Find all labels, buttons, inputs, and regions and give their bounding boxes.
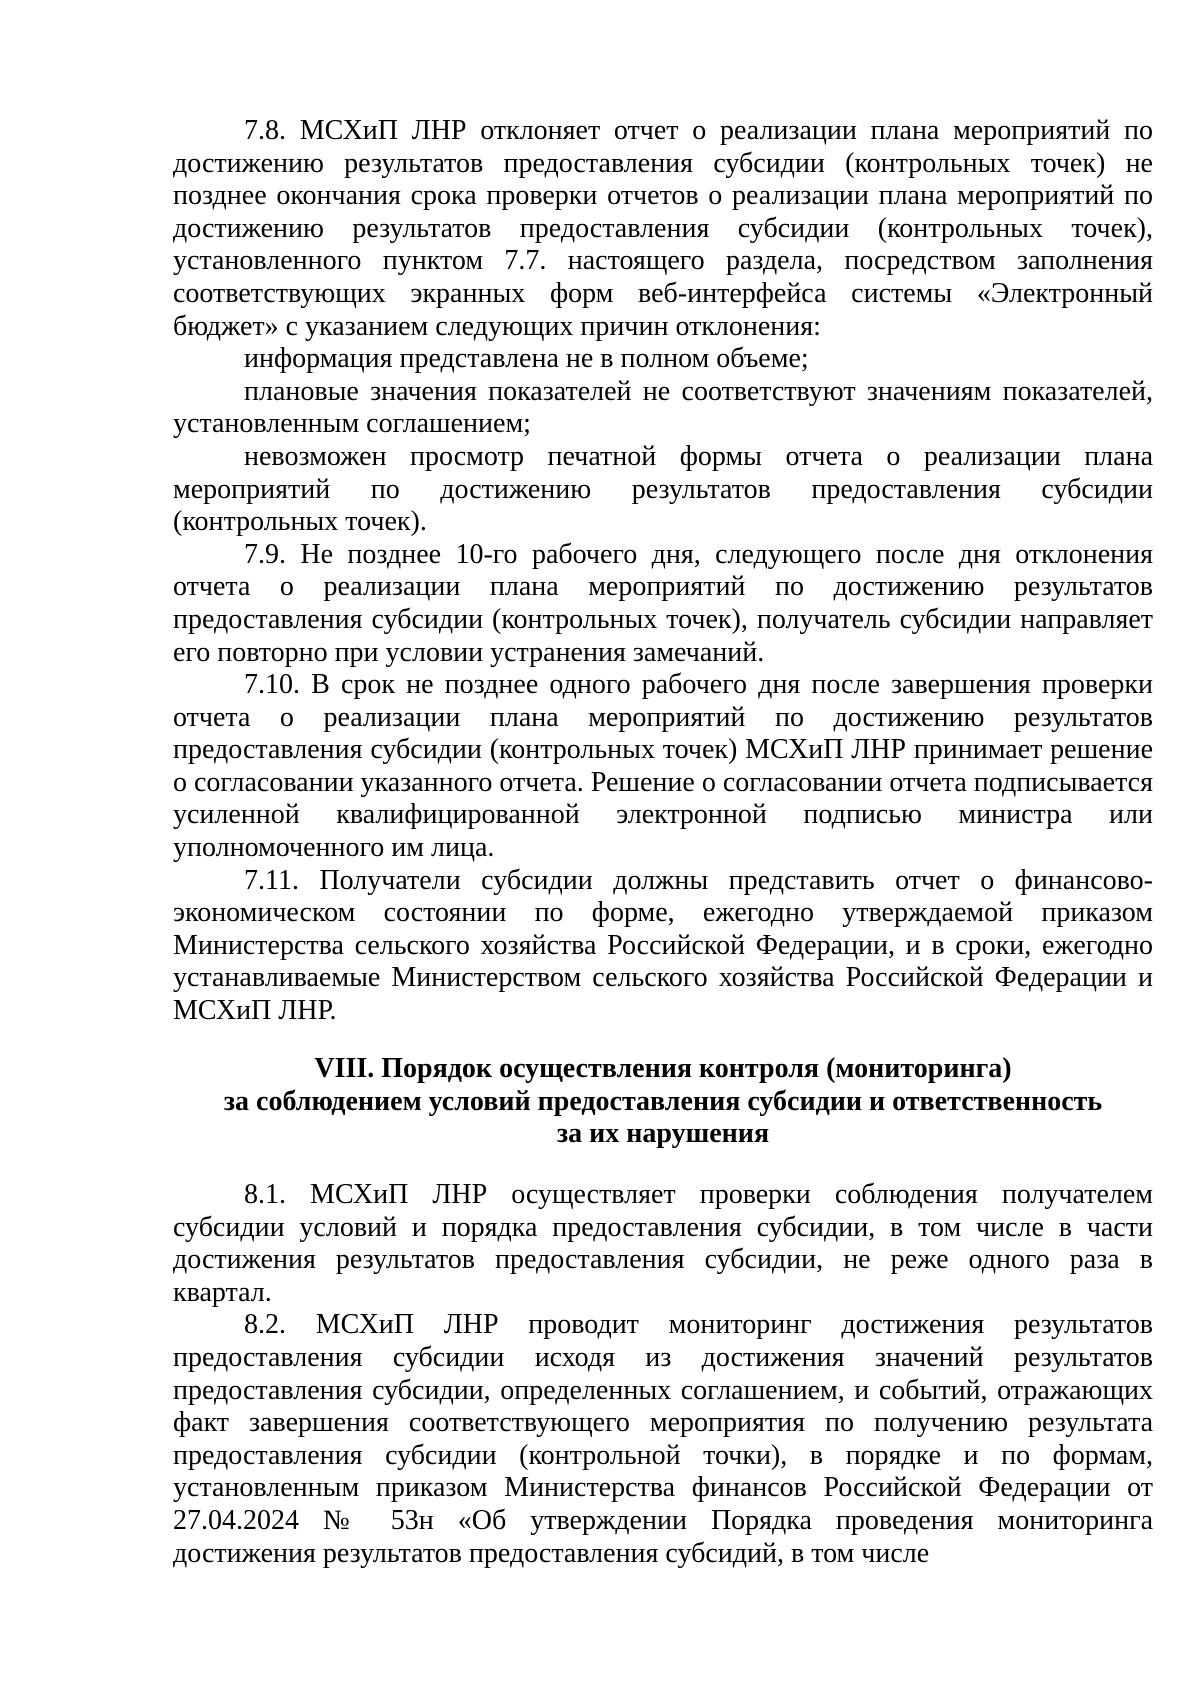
section-8-heading [173,1053,1153,1151]
paragraph-7-9: 7.9. Не позднее 10-го рабочего дня, следующего после дня отклонения отчета о реализации плана мероприятий по достижению результатов предоставления субсидии (контрольных точек), получатель субсидии направляет его повторно при условии устранения замечаний. [173,538,1153,668]
rejection-reason-1: информация представлена не в полном объеме; [244,343,809,375]
paragraph-7-11: 7.11. Получатели субсидии должны представить отчет о финансово-экономическом состоянии по форме, ежегодно утверждаемой приказом Министерства сельского хозяйства Российской Федерации, и в сроки, ежегодно устанавливаемые Министерством сельского хозяйства Российской Федерации и МСХиП ЛНР. [173,864,1153,1027]
heading-line-3: за их нарушения [556,1118,770,1150]
paragraph-8-2: 8.2. МСХиП ЛНР проводит мониторинг достижения результатов предоставления субсидии исходя из достижения значений результатов предоставления субсидии, определенных соглашением, и событий, отражающих факт завершения соответствующего мероприятия по получению результата предоставления субсидии (контрольной точки), в порядке и по формам, установленным приказом Министерства финансов Российской Федерации от 27.04.2024 № 53н «Об утверждении Порядка проведения мониторинга достижения результатов предоставления субсидий, в том числе [173,1309,1153,1569]
rejection-reason-3: невозможен просмотр печатной формы отчета о реализации плана мероприятий по достижению результатов предоставления субсидии (контрольных точек). [173,440,1153,538]
section-7-text [173,115,1153,1028]
paragraph-8-1: 8.1. МСХиП ЛНР осуществляет проверки соблюдения получателем субсидии условий и порядка предоставления субсидии, в том числе в части достижения результатов предоставления субсидии, не реже одного раза в квартал. [173,1179,1153,1308]
paragraph-7-10: 7.10. В срок не позднее одного рабочего дня после завершения проверки отчета о реализации плана мероприятий по достижению результатов предоставления субсидии (контрольных точек) МСХиП ЛНР принимает решение о согласовании указанного отчета. Решение о согласовании отчета подписывается усиленной квалифицированной электронной подписью министра или уполномоченного им лица. [173,669,1153,864]
heading-line-2: за соблюдением условий предоставления субсидии и ответственность [223,1085,1103,1117]
rejection-reason-2: плановые значения показателей не соответствуют значениям показателей, установленным соглашением; [173,375,1153,440]
paragraph-7-8: 7.8. МСХиП ЛНР отклоняет отчет о реализации плана мероприятий по достижению результатов предоставления субсидии (контрольных точек) не позднее окончания срока проверки отчетов о реализации плана мероприятий по достижению результатов предоставления субсидии (контрольных точек), установленного пунктом 7.7. настоящего раздела, посредством заполнения соответствующих экранных форм веб-интерфейса системы «Электронный бюджет» с указанием следующих причин отклонения: [173,115,1153,342]
heading-line-1: VIII. Порядок осуществления контроля (мониторинга) [314,1053,1012,1084]
section-8-text [173,1179,1153,1570]
